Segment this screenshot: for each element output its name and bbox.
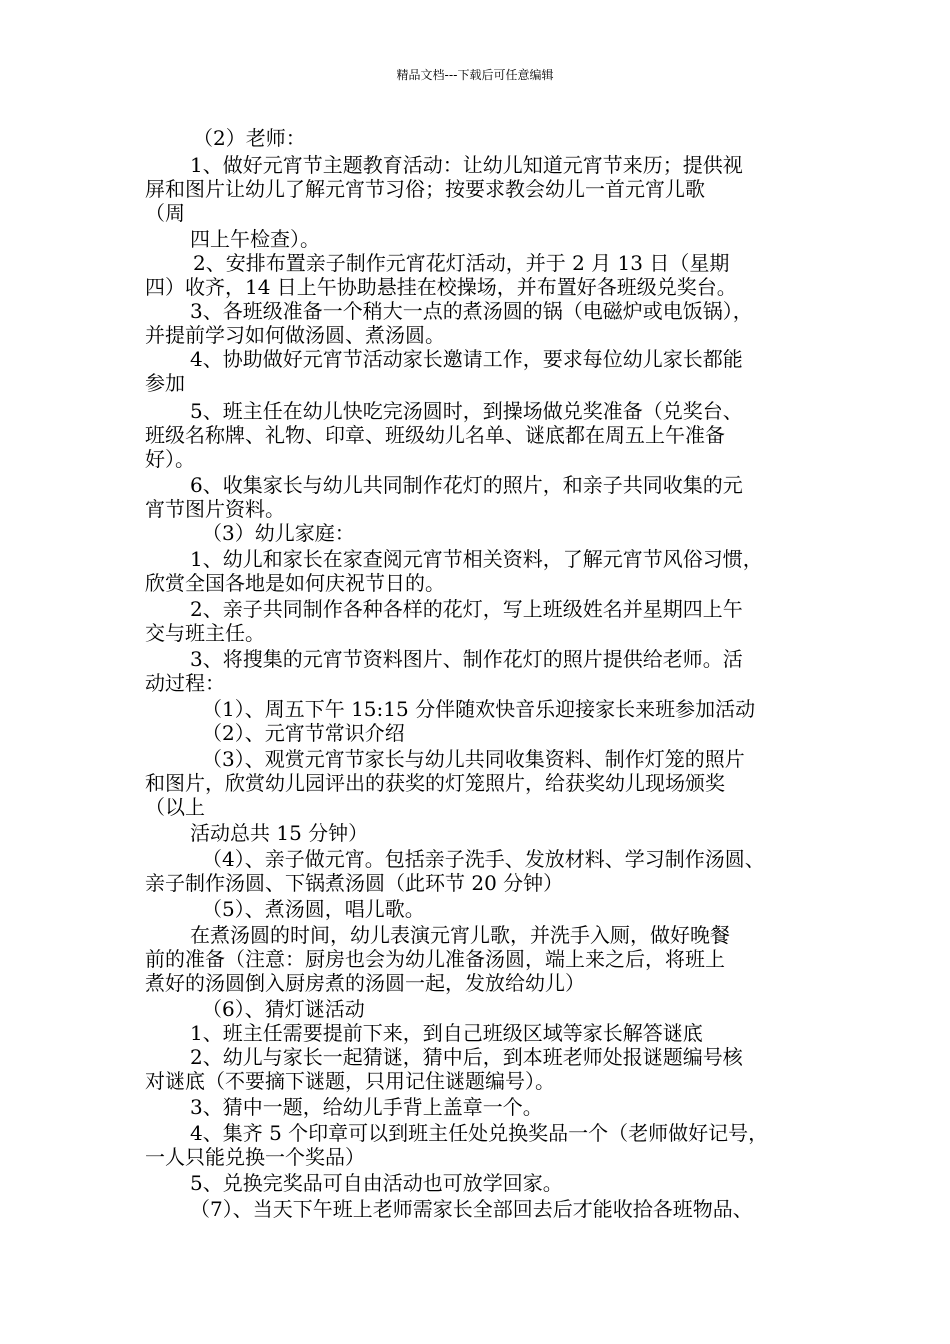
text-line: 活动总共 15 分钟） bbox=[190, 821, 369, 845]
text-line: 2、幼儿与家长一起猜谜，猜中后，到本班老师处报谜题编号核 bbox=[190, 1045, 743, 1069]
text-line: （周 bbox=[145, 201, 185, 225]
text-line: 3、各班级准备一个稍大一点的煮汤圆的锅（电磁炉或电饭锅）， bbox=[190, 299, 753, 323]
text-line: （4）、亲子做元宵。包括亲子洗手、发放材料、学习制作汤圆、 bbox=[202, 847, 765, 871]
text-line: 四上午检查）。 bbox=[190, 227, 320, 251]
text-line: 动过程： bbox=[145, 671, 225, 695]
text-line: 5、兑换完奖品可自由活动也可放学回家。 bbox=[190, 1171, 563, 1195]
text-line: 前的准备（注意：厨房也会为幼儿准备汤圆，端上来之后，将班上 bbox=[145, 947, 725, 971]
text-line: 1、班主任需要提前下来，到自己班级区域等家长解答谜底 bbox=[190, 1021, 703, 1045]
text-line: 2、亲子共同制作各种各样的花灯，写上班级姓名并星期四上午 bbox=[190, 597, 743, 621]
page-header: 精品文档---下载后可任意编辑 bbox=[396, 68, 554, 82]
text-line: 2、安排布置亲子制作元宵花灯活动，并于 2 月 13 日（星期 bbox=[193, 251, 730, 275]
text-line: 在煮汤圆的时间，幼儿表演元宵儿歌，并洗手入厕，做好晚餐 bbox=[190, 923, 730, 947]
text-line: （7）、当天下午班上老师需家长全部回去后才能收拾各班物品、 bbox=[190, 1197, 753, 1221]
text-line: 并提前学习如何做汤圆、煮汤圆。 bbox=[145, 323, 445, 347]
text-line: 4、集齐 5 个印章可以到班主任处兑换奖品一个（老师做好记号， bbox=[190, 1121, 769, 1145]
text-line: 交与班主任。 bbox=[145, 621, 265, 645]
text-line: （6）、猜灯谜活动 bbox=[202, 997, 365, 1021]
text-line: 四）收齐，14 日上午协助悬挂在校操场，并布置好各班级兑奖台。 bbox=[145, 275, 737, 299]
text-line: 3、将搜集的元宵节资料图片、制作花灯的照片提供给老师。活 bbox=[190, 647, 743, 671]
text-line: （3）幼儿家庭： bbox=[202, 521, 355, 545]
text-line: （以上 bbox=[145, 795, 205, 819]
text-line: 煮好的汤圆倒入厨房煮的汤圆一起，发放给幼儿） bbox=[145, 971, 585, 995]
text-line: 5、班主任在幼儿快吃完汤圆时，到操场做兑奖准备（兑奖台、 bbox=[190, 399, 743, 423]
text-line: 一人只能兑换一个奖品） bbox=[145, 1145, 365, 1169]
text-line: 参加 bbox=[145, 371, 185, 395]
text-line: 屏和图片让幼儿了解元宵节习俗；按要求教会幼儿一首元宵儿歌 bbox=[145, 177, 705, 201]
text-line: 1、幼儿和家长在家查阅元宵节相关资料，了解元宵节风俗习惯， bbox=[190, 547, 763, 571]
text-line: （2）、元宵节常识介绍 bbox=[202, 721, 405, 745]
text-line: （1）、周五下午 15:15 分伴随欢快音乐迎接家长来班参加活动 bbox=[202, 697, 756, 721]
text-line: 亲子制作汤圆、下锅煮汤圆（此环节 20 分钟） bbox=[145, 871, 564, 895]
text-line: 对谜底（不要摘下谜题，只用记住谜题编号）。 bbox=[145, 1069, 555, 1093]
text-line: 4、协助做好元宵节活动家长邀请工作，要求每位幼儿家长都能 bbox=[190, 347, 743, 371]
text-line: 3、猜中一题，给幼儿手背上盖章一个。 bbox=[190, 1095, 543, 1119]
text-line: （5）、煮汤圆，唱儿歌。 bbox=[202, 897, 425, 921]
text-line: 好）。 bbox=[145, 447, 195, 471]
text-line: 6、收集家长与幼儿共同制作花灯的照片，和亲子共同收集的元 bbox=[190, 473, 743, 497]
text-line: 欣赏全国各地是如何庆祝节日的。 bbox=[145, 571, 445, 595]
text-line: （3）、观赏元宵节家长与幼儿共同收集资料、制作灯笼的照片 bbox=[202, 747, 745, 771]
text-line: 宵节图片资料。 bbox=[145, 497, 285, 521]
text-line: 1、做好元宵节主题教育活动：让幼儿知道元宵节来历；提供视 bbox=[190, 153, 743, 177]
text-line: 班级名称牌、礼物、印章、班级幼儿名单、谜底都在周五上午准备 bbox=[145, 423, 725, 447]
text-line: （2）老师： bbox=[193, 126, 306, 150]
text-line: 和图片，欣赏幼儿园评出的获奖的灯笼照片，给获奖幼儿现场颁奖 bbox=[145, 771, 725, 795]
